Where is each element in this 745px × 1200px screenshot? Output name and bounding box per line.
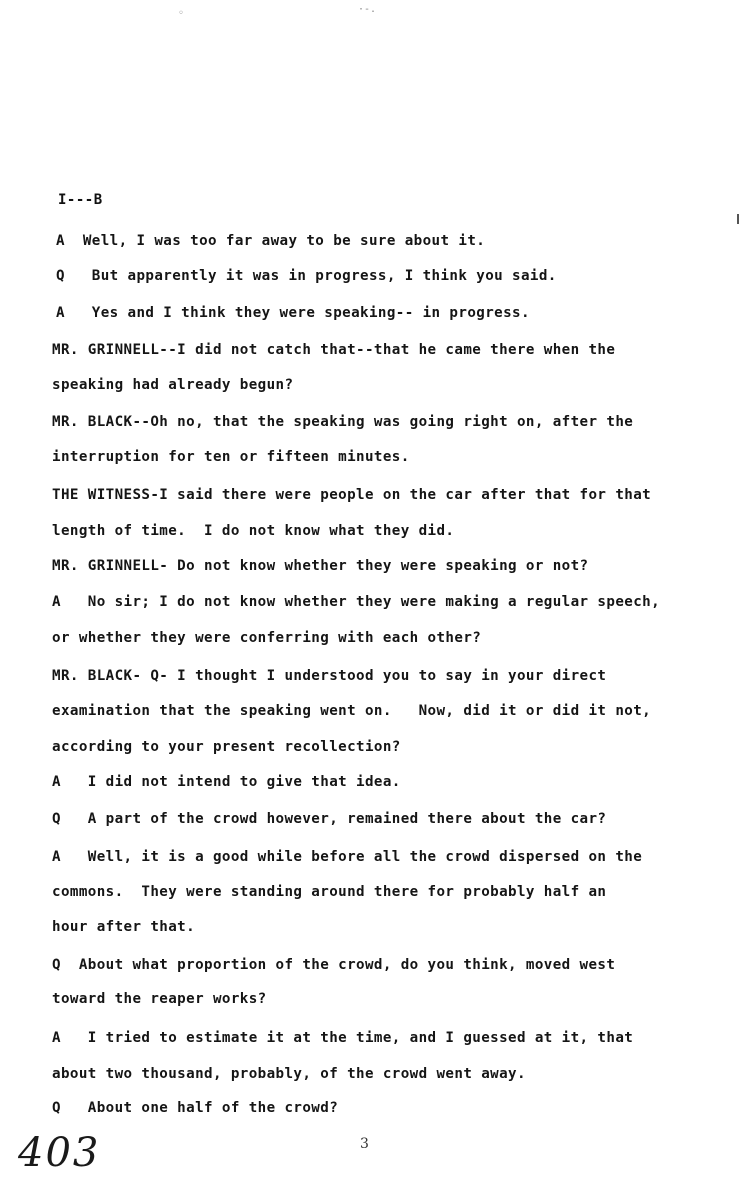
transcript-line: A I did not intend to give that idea. xyxy=(52,774,401,790)
transcript-line: toward the reaper works? xyxy=(52,991,267,1007)
transcript-line: MR. BLACK--Oh no, that the speaking was going right on, after the xyxy=(52,414,634,430)
transcript-line: length of time. I do not know what they did. xyxy=(52,523,455,539)
transcript-line: or whether they were conferring with each other? xyxy=(52,630,482,646)
transcript-line: hour after that. xyxy=(52,919,196,935)
transcript-line: examination that the speaking went on. Now, did it or did it not, xyxy=(52,703,652,719)
handwritten-page-number: 403 xyxy=(18,1130,101,1176)
transcript-line: interruption for ten or fifteen minutes. xyxy=(52,449,410,465)
transcript-line: A Well, it is a good while before all the crowd dispersed on the xyxy=(52,849,643,865)
transcript-line: A I tried to estimate it at the time, and I guessed at it, that xyxy=(52,1030,634,1046)
paper-speck: ·-. xyxy=(358,4,377,15)
transcript-line: MR. BLACK- Q- I thought I understood you to say in your direct xyxy=(52,668,607,684)
transcript-line: commons. They were standing around there for probably half an xyxy=(52,884,607,900)
transcript-line: A No sir; I do not know whether they were making a regular speech, xyxy=(52,594,661,610)
transcript-line: Q But apparently it was in progress, I think you said. xyxy=(56,268,557,284)
transcript-line: THE WITNESS-I said there were people on the car after that for that xyxy=(52,487,652,503)
transcript-line: MR. GRINNELL--I did not catch that--that he came there when the xyxy=(52,342,616,358)
paper-speck: ◦ xyxy=(178,8,185,19)
transcript-line: Q About one half of the crowd? xyxy=(52,1100,339,1116)
transcript-line: MR. GRINNELL- Do not know whether they were speaking or not? xyxy=(52,558,589,574)
page-number: 3 xyxy=(360,1136,369,1152)
transcript-line: Q A part of the crowd however, remained there about the car? xyxy=(52,811,607,827)
transcript-line: A Yes and I think they were speaking-- in progress. xyxy=(56,305,530,321)
transcript-line: speaking had already begun? xyxy=(52,377,294,393)
transcript-line: about two thousand, probably, of the crowd went away. xyxy=(52,1066,526,1082)
transcript-line: A Well, I was too far away to be sure about it. xyxy=(56,233,486,249)
transcript-line: Q About what proportion of the crowd, do you think, moved west xyxy=(52,957,616,973)
section-label: I---B xyxy=(58,192,103,208)
margin-mark xyxy=(737,214,739,224)
transcript-line: according to your present recollection? xyxy=(52,739,401,755)
